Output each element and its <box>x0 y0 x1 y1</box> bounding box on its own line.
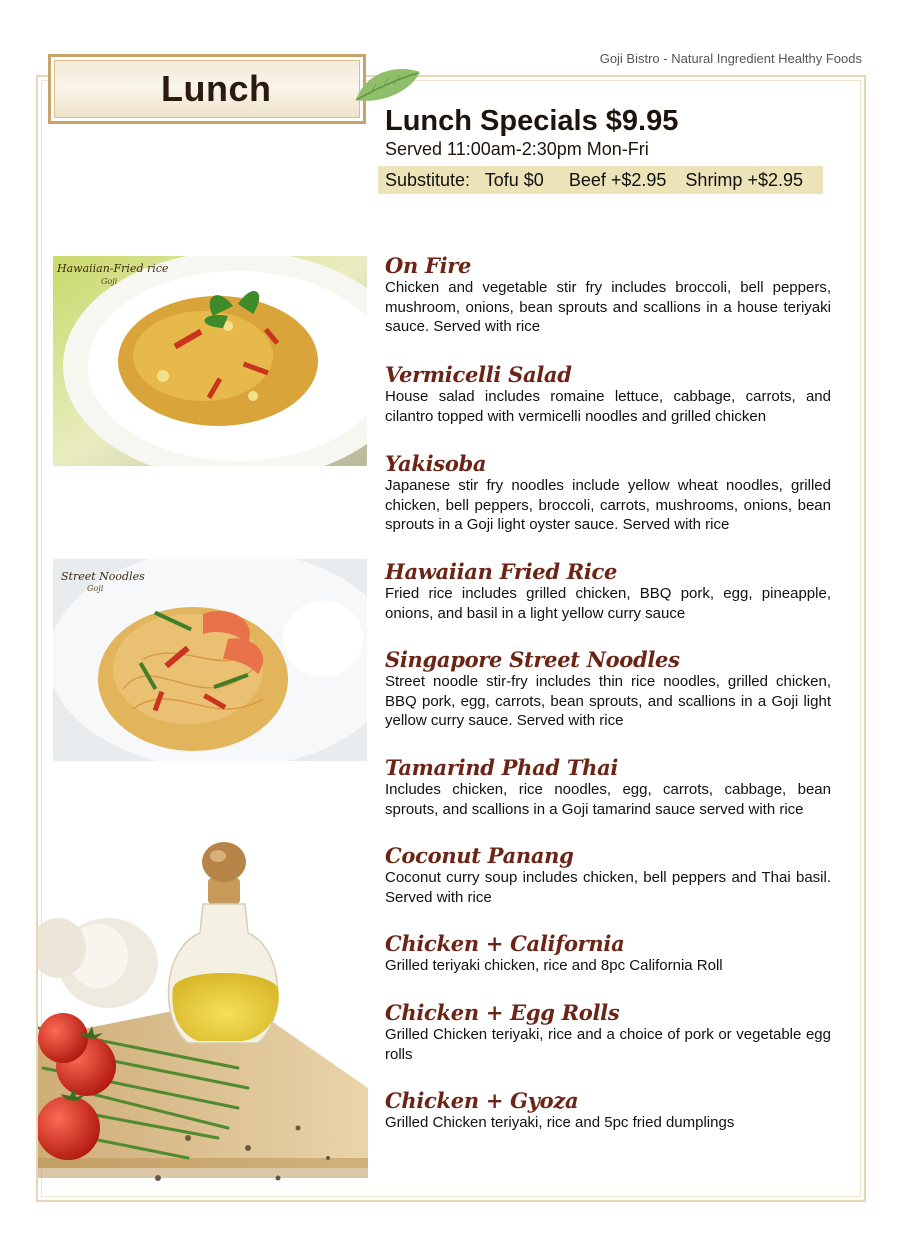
hawaiian-fried-rice-photo <box>53 256 367 466</box>
menu-item-name: Vermicelli Salad <box>385 362 572 387</box>
photo-brand: Goji <box>87 584 104 593</box>
substitute-bar <box>378 166 823 194</box>
substitute-shrimp: Shrimp +$2.95 <box>685 170 803 190</box>
specials-hours: Served 11:00am-2:30pm Mon-Fri <box>385 139 649 159</box>
menu-item-name: On Fire <box>385 253 472 278</box>
menu-item <box>385 560 831 623</box>
street-noodles-photo <box>53 559 367 761</box>
menu-item <box>385 363 831 426</box>
menu-item-description: Japanese stir fry noodles include yellow wheat noodles, grilled chicken, bell peppers, broccoli, carrots, mushrooms, onions, bean sprouts in a Goji light oyster sauce. Served with rice <box>385 477 831 533</box>
substitute-tofu: Tofu $0 <box>484 170 544 190</box>
menu-item <box>385 932 831 976</box>
menu-item-name: Singapore Street Noodles <box>385 647 680 672</box>
menu-item-description: Includes chicken, rice noodles, egg, carrots, cabbage, bean sprouts, and scallions in a Goji tamarind sauce served with rice <box>385 781 831 818</box>
menu-item-name: Chicken + California <box>385 931 625 956</box>
menu-item <box>385 648 831 731</box>
leaf-icon <box>352 62 424 104</box>
photo-caption: Street Noodles <box>61 570 145 583</box>
tagline: Goji Bistro - Natural Ingredient Healthy Foods <box>599 51 862 66</box>
menu-item-description: Grilled teriyaki chicken, rice and 8pc California Roll <box>385 957 723 974</box>
photo-brand: Goji <box>101 277 118 286</box>
menu-item-name: Chicken + Gyoza <box>385 1088 579 1113</box>
menu-item-name: Coconut Panang <box>385 843 574 868</box>
menu-item-name: Hawaiian Fried Rice <box>385 559 618 584</box>
ingredients-illustration <box>38 838 368 1198</box>
menu-item-name: Yakisoba <box>385 451 487 476</box>
menu-item <box>385 1001 831 1064</box>
menu-item <box>385 254 831 337</box>
menu-item-description: Chicken and vegetable stir fry includes broccoli, bell peppers, mushroom, onions, bean sprouts and scallions in a house teriyaki sauce. Served with rice <box>385 279 831 335</box>
menu-item-description: Fried rice includes grilled chicken, BBQ pork, egg, pineapple, onions, and basil in a light yellow curry sauce <box>385 585 831 622</box>
section-title-box <box>48 54 366 124</box>
photo-caption: Hawaiian-Fried rice <box>57 262 169 275</box>
menu-item <box>385 1089 831 1133</box>
menu-item <box>385 844 831 907</box>
menu-item <box>385 756 831 819</box>
menu-item-name: Chicken + Egg Rolls <box>385 1000 620 1025</box>
menu-item-description: Coconut curry soup includes chicken, bell peppers and Thai basil. Served with rice <box>385 869 831 906</box>
menu-item-description: Grilled Chicken teriyaki, rice and 5pc fried dumplings <box>385 1114 735 1131</box>
substitute-beef: Beef +$2.95 <box>568 170 667 190</box>
menu-item <box>385 452 831 535</box>
menu-item-description: Street noodle stir-fry includes thin rice noodles, grilled chicken, BBQ pork, egg, carrots, bean sprouts, and scallions in a Goji light yellow curry sauce. Served with rice <box>385 673 831 729</box>
menu-item-description: Grilled Chicken teriyaki, rice and a choice of pork or vegetable egg rolls <box>385 1026 831 1063</box>
menu-item-description: House salad includes romaine lettuce, cabbage, carrots, and cilantro topped with vermicelli noodles and grilled chicken <box>385 388 831 425</box>
specials-title: Lunch Specials $9.95 <box>385 105 679 137</box>
substitute-label: Substitute: <box>385 170 471 190</box>
section-title: Lunch <box>161 68 272 109</box>
menu-item-name: Tamarind Phad Thai <box>385 755 619 780</box>
